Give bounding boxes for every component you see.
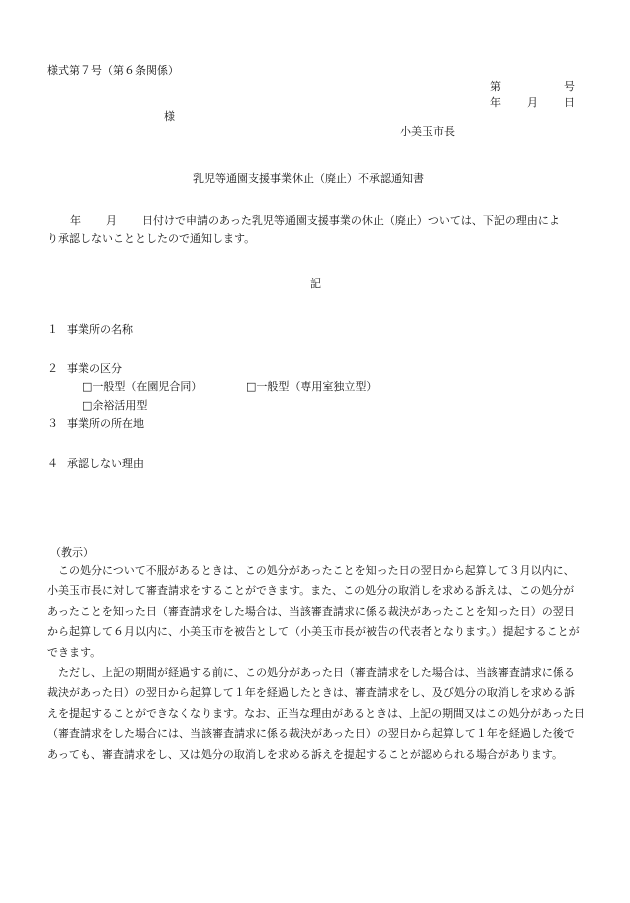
date-day-label: 日: [564, 96, 575, 109]
item-number: １: [47, 323, 58, 336]
ki-heading: 記: [310, 277, 321, 290]
notice-paragraph-2: ただし、上記の期間が経過する前に、この処分があった日（審査請求をした場合は、当該審査請求に係る裁決があった日）の翌日から起算して１年を経過したときは、審査請求をし、及び処分の取消しを求める訴えを提起することができなくなります。なお、正当な理由があるときは、上記の期間又はこの処分があった日（審査請求をした場合には、当該審査請求に係る裁決があった日）の翌日から起算して１年を経過した後であっても、審査請求をし、又は処分の取消しを求める訴えを提起することが認められる場合があります。: [47, 666, 586, 761]
category-option-spare-capacity[interactable]: □余裕活用型: [82, 399, 148, 412]
item-label: 事業所の名称: [67, 323, 133, 336]
item-number: ３: [47, 417, 58, 430]
category-option-general-joint[interactable]: □一般型（在園児合同）: [82, 380, 203, 393]
form-number: 様式第７号（第６条関係）: [47, 64, 179, 77]
body-year-label: 年: [70, 214, 81, 227]
item-number: ４: [47, 457, 58, 470]
document-number-dai: 第: [490, 80, 501, 93]
notice-body: [47, 561, 585, 765]
item-label: 事業所の所在地: [67, 417, 144, 430]
body-line-2: り承認しないこととしたので通知します。: [47, 232, 256, 245]
date-year-label: 年: [490, 96, 501, 109]
body-line-1: 日付けで申請のあった乳児等通園支援事業の休止（廃止）ついては、下記の理由によ: [142, 214, 560, 227]
item-label: 事業の区分: [67, 362, 122, 375]
document-number-go: 号: [564, 80, 575, 93]
issuer-name: 小美玉市長: [400, 125, 455, 138]
date-month-label: 月: [527, 96, 538, 109]
notice-paragraph-1: この処分について不服があるときは、この処分があったことを知った日の翌日から起算して３月以内に、小美玉市長に対して審査請求をすることができます。また、この処分の取消しを求める訴えは、この処分があったことを知った日（審査請求をした場合は、当該審査請求に係る裁決があったことを知った日）の翌日から起算して６月以内に、小美玉市を被告として（小美玉市長が被告の代表者となります。）提起することができます。: [47, 564, 580, 659]
notice-heading: （教示）: [50, 546, 94, 559]
category-option-general-dedicated[interactable]: □一般型（専用室独立型）: [246, 380, 378, 393]
item-number: ２: [47, 362, 58, 375]
document-title: 乳児等通園支援事業休止（廃止）不承認通知書: [193, 172, 424, 185]
body-month-label: 月: [106, 214, 117, 227]
item-label: 承認しない理由: [67, 457, 144, 470]
addressee-sama: 様: [164, 110, 175, 123]
